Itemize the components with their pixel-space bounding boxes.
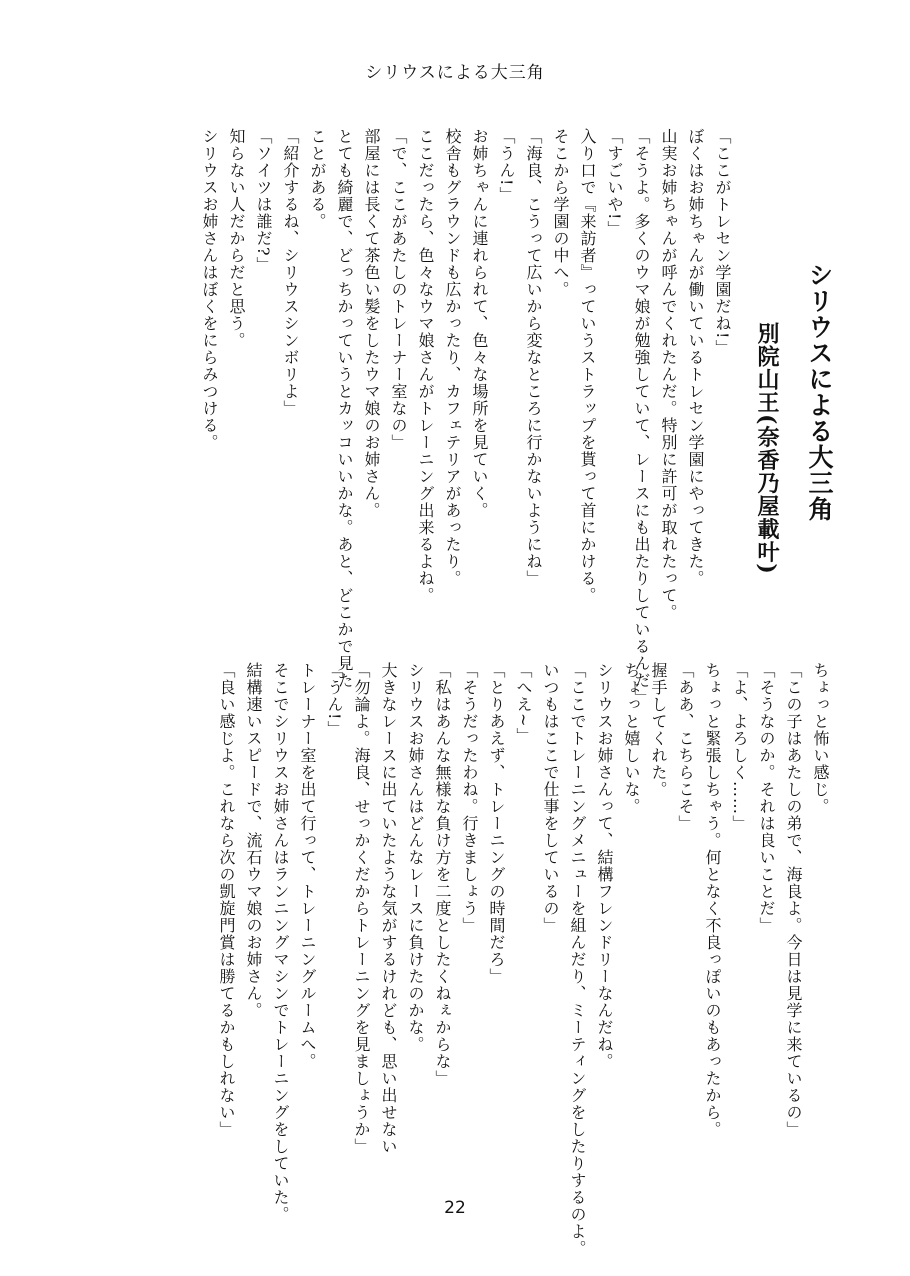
text-line: 「ここがトレセン学園だね!」 [713,128,732,357]
text-line: 知らない人だからだと思う。 [227,128,246,349]
text-line: 「良い感じよ。これなら次の凱旋門賞は勝てるかもしれない」 [217,662,236,1138]
text-line: 「うん!」 [497,128,516,204]
story-title: シリウスによる大三角 [805,262,834,522]
text-line: 「海良、こうって広いから変なところに行かないようにね」 [524,128,543,587]
text-line: ちょっと嬉しいな。 [622,662,641,815]
text-line: 「そうなのか。それは良いことだ」 [757,662,776,934]
text-line: そこでシリウスお姉さんはランニングマシンでトレーニングをしていた。 [271,662,290,1223]
text-line: 「この子はあたしの弟で、海良よ。今日は見学に来ているの」 [784,662,803,1138]
text-line: 入り口で『来訪者』っていうストラップを貰って首にかける。 [578,128,597,604]
running-header: シリウスによる大三角 [365,63,545,83]
text-line: 「よ、よろしく……」 [730,662,749,832]
text-line: ぼくはお姉ちゃんが働いているトレセン学園にやってきた。 [686,128,705,587]
text-line: 「ああ、こちらこそ」 [676,662,695,832]
text-line: ちょっと緊張しちゃう。何となく不良っぽいのもあったから。 [703,662,722,1138]
text-line: そこから学園の中へ。 [551,128,570,298]
text-line: とても綺麗で、どっちかっていうとカッコいいかな。あと、どこかで見た [335,128,354,689]
story-title-block [752,262,837,642]
text-line: ことがある。 [308,128,327,230]
text-line: 「うん!」 [325,662,344,738]
text-line: シリウスお姉さんはどんなレースに負けたのかな。 [406,662,425,1053]
text-line: 「勿論よ。海良、せっかくだからトレーニングを見ましょうか」 [352,662,371,1155]
text-line: 「ここでトレーニングメニューを組んだり、ミーティングをしたりするのよ。 [568,662,587,1257]
text-line: ちょっと怖い感じ。 [811,662,830,815]
text-line: 「すごいや!」 [605,128,624,238]
text-line: ここだったら、色々なウマ娘さんがトレーニング出来るよね。 [416,128,435,604]
page-number: 22 [444,1198,466,1218]
author-byline: 別院山王(奈香乃屋載叶) [754,322,780,575]
text-line: 山実お姉ちゃんが呼んでくれたんだ。特別に許可が取れたって。 [659,128,678,621]
text-line: いつもはここで仕事をしているの」 [541,662,560,934]
text-line: シリウスお姉さんって、結構フレンドリーなんだね。 [595,662,614,1070]
text-line: 部屋には長くて茶色い髪をしたウマ娘のお姉さん。 [362,128,381,519]
text-line: 「へえ~」 [514,662,533,745]
text-line: 「紹介するね、シリウスシンボリよ」 [281,128,300,417]
text-line: 「私はあんな無様な負け方を二度としたくねぇからな」 [433,662,452,1087]
text-line: 「そうよ。多くのウマ娘が勉強していて、レースにも出たりしているんだ」 [632,128,651,706]
text-line: 「ソイツは誰だ?」 [254,128,273,274]
text-line: 大きなレースに出ていたような気がするけれども、思い出せない [379,662,398,1155]
text-line: 「とりあえず、トレーニングの時間だろ」 [487,662,506,985]
text-line: 結構速いスピードで、流石ウマ娘のお姉さん。 [244,662,263,1019]
text-line: 「そうだったわね。行きましょう」 [460,662,479,934]
text-line: 「で、ここがあたしのトレーナー室なの」 [389,128,408,451]
text-line: お姉ちゃんに連れられて、色々な場所を見ていく。 [470,128,489,519]
text-line: 握手してくれた。 [649,662,668,798]
text-line: 校舎もグラウンドも広かったり、カフェテリアがあったり。 [443,128,462,587]
text-line: トレーナー室を出て行って、トレーニングルームへ。 [298,662,317,1070]
text-line: シリウスお姉さんはぼくをにらみつける。 [200,128,219,451]
